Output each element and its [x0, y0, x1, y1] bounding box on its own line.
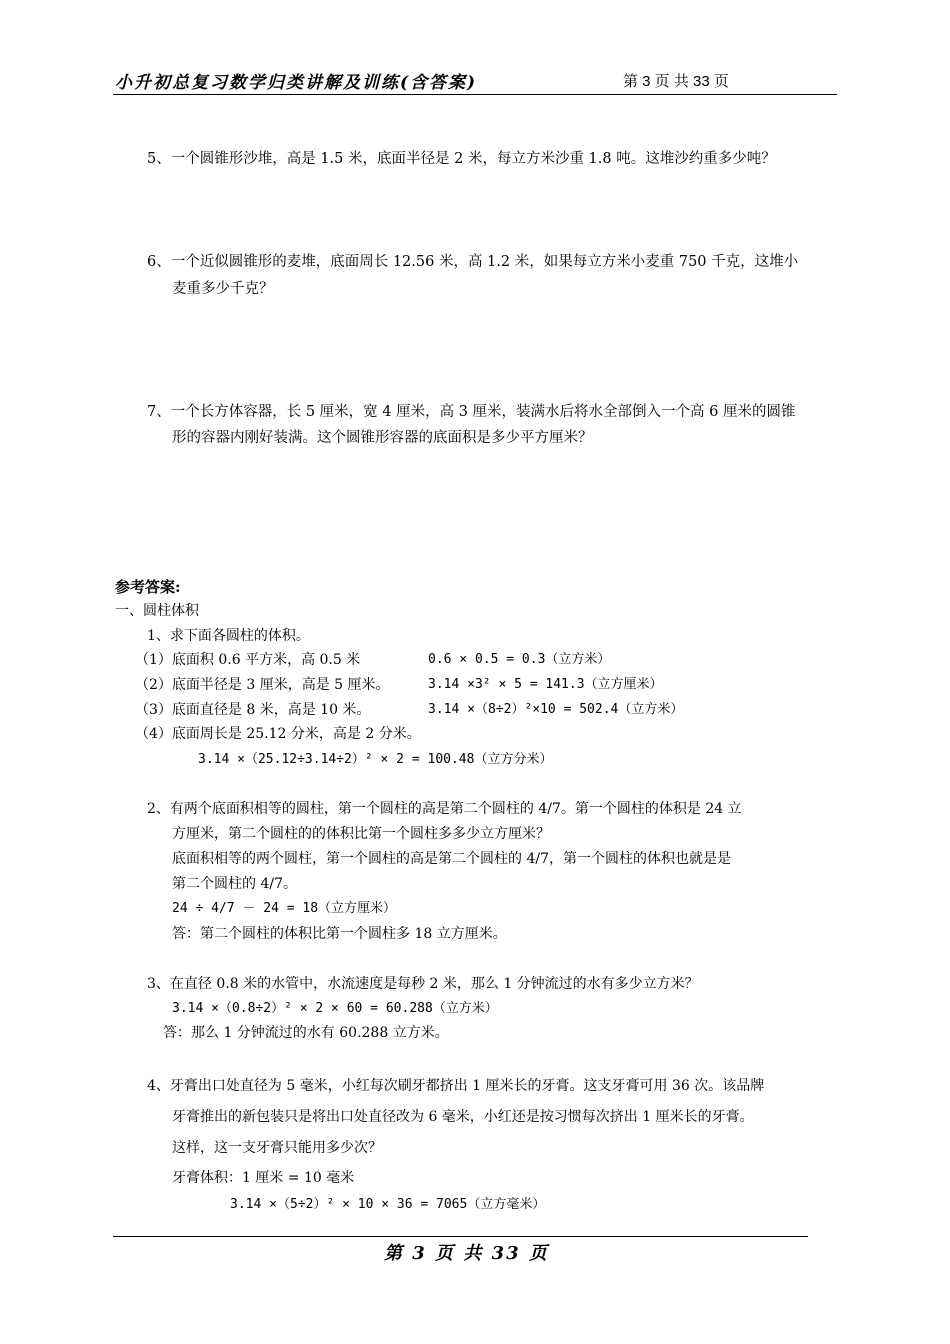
answer-2-explanation-line1: 底面积相等的两个圆柱，第一个圆柱的高是第二个圆柱的 4/7，第一个圆柱的体积也就是是 — [172, 851, 731, 867]
question-5: 5、一个圆锥形沙堆，高是 1.5 米，底面半径是 2 米，每立方米沙重 1.8 吨。这堆沙约重多少吨？ — [147, 151, 776, 167]
answer-4-explanation: 牙膏体积：1 厘米 = 10 毫米 — [172, 1170, 355, 1186]
question-6-line1: 6、一个近似圆锥形的麦堆，底面周长 12.56 米，高 1.2 米，如果每立方米小麦重 750 千克，这堆小 — [147, 254, 799, 270]
answer-1-item-4-question: （4）底面周长是 25.12 分米，高是 2 分米。 — [135, 726, 421, 742]
header-page-number: 第 3 页 共 33 页 — [623, 73, 729, 90]
answer-4-question-line2: 牙膏推出的新包装只是将出口处直径改为 6 毫米，小红还是按习惯每次挤出 1 厘米长的牙膏。 — [172, 1109, 754, 1125]
answer-1-item-4-calc: 3.14 ×（25.12÷3.14÷2）² × 2 = 100.48（立方分米） — [198, 752, 553, 767]
question-7-line1: 7、一个长方体容器，长 5 厘米，宽 4 厘米，高 3 厘米，装满水后将水全部倒入一个高 6 厘米的圆锥 — [147, 404, 796, 420]
answer-2-answer: 答：第二个圆柱的体积比第一个圆柱多 18 立方厘米。 — [172, 926, 507, 942]
answers-section-title: 一、圆柱体积 — [115, 603, 199, 619]
header-title: 小升初总复习数学归类讲解及训练(含答案) — [115, 73, 478, 93]
answer-2-question-line2: 方厘米，第二个圆柱的的体积比第一个圆柱多多少立方厘米？ — [172, 826, 550, 842]
footer-rule — [113, 1236, 808, 1237]
answer-1-item-2-question: （2）底面半径是 3 厘米，高是 5 厘米。 — [135, 677, 390, 693]
answer-4-calc: 3.14 ×（5÷2）² × 10 × 36 = 7065（立方毫米） — [230, 1197, 546, 1212]
answer-4-question-line3: 这样，这一支牙膏只能用多少次？ — [172, 1140, 382, 1156]
answer-2-question-line1: 2、有两个底面积相等的圆柱，第一个圆柱的高是第二个圆柱的 4/7。第一个圆柱的体积是 24 立 — [147, 801, 742, 817]
answer-1-title: 1、求下面各圆柱的体积。 — [147, 628, 310, 644]
question-7-line2: 形的容器内刚好装满。这个圆锥形容器的底面积是多少平方厘米？ — [172, 430, 593, 446]
answer-2-explanation-line2: 第二个圆柱的 4/7。 — [172, 876, 297, 892]
question-6-line2: 麦重多少千克？ — [172, 281, 274, 297]
answer-1-item-3-question: （3）底面直径是 8 米，高是 10 米。 — [135, 702, 371, 718]
header-rule — [113, 94, 837, 95]
answer-3-question: 3、在直径 0.8 米的水管中，水流速度是每秒 2 米，那么 1 分钟流过的水有多少立方米？ — [147, 976, 699, 992]
answer-4-question-line1: 4、牙膏出口处直径为 5 毫米，小红每次刷牙都挤出 1 厘米长的牙膏。这支牙膏可用 36 次。该品牌 — [147, 1078, 765, 1094]
footer-page-number: 第 3 页 共 33 页 — [384, 1243, 549, 1264]
answer-1-item-1-question: （1）底面积 0.6 平方米，高 0.5 米 — [135, 652, 361, 668]
answer-3-answer: 答：那么 1 分钟流过的水有 60.288 立方米。 — [163, 1025, 449, 1041]
answers-heading: 参考答案: — [115, 578, 181, 596]
answer-1-item-1-calc: 0.6 × 0.5 = 0.3（立方米） — [428, 652, 611, 667]
answer-3-calc: 3.14 ×（0.8÷2）² × 2 × 60 = 60.288（立方米） — [172, 1001, 498, 1016]
answer-2-calc: 24 ÷ 4/7 － 24 = 18（立方厘米） — [172, 901, 397, 916]
answer-1-item-2-calc: 3.14 ×3² × 5 = 141.3（立方厘米） — [428, 677, 663, 692]
answer-1-item-3-calc: 3.14 ×（8÷2）²×10 = 502.4（立方米） — [428, 702, 684, 717]
